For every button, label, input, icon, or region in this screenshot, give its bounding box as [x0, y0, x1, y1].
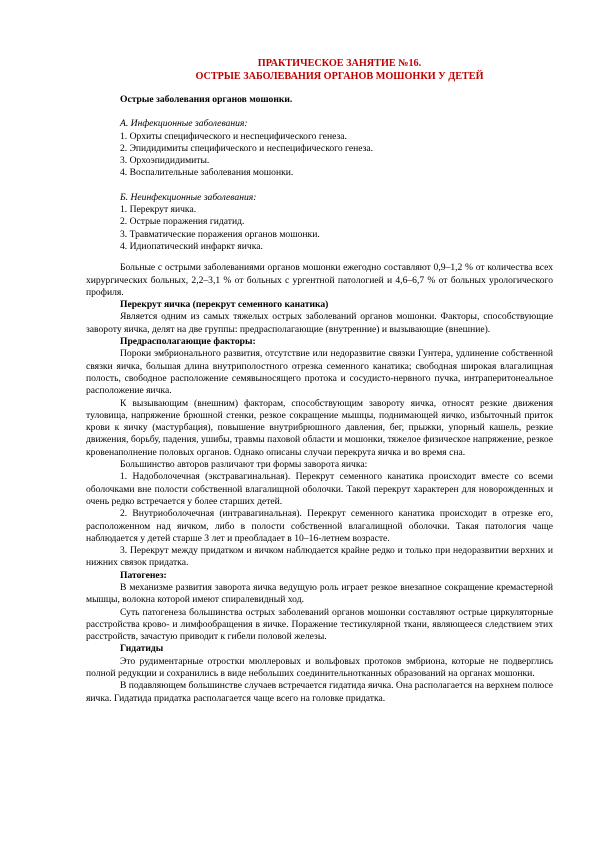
form-3-paragraph: 3. Перекрут между придатком и яичком наблюдается крайне редко и только при недоразвитии верхних и нижних связок придатка. — [86, 545, 553, 569]
subheading-pathogenesis: Патогенез: — [120, 569, 167, 581]
page-content — [86, 58, 553, 705]
title-line-1: ПРАКТИЧЕСКОЕ ЗАНЯТИЕ №16. — [257, 58, 422, 69]
forms-paragraph: Большинство авторов различают три формы заворота яичка: — [120, 459, 368, 471]
group-a-item: 4. Воспалительные заболевания мошонки. — [120, 167, 294, 179]
pathogenesis-paragraph-1: В механизме развития заворота яичка ведущую роль играет резкое внезапное сокращение кремастерной мышцы, волокна которой имеют спиралевидный ход. — [86, 581, 553, 606]
subheading-hydatids: Гидатиды — [120, 643, 164, 655]
group-a-title: А. Инфекционные заболевания: — [120, 118, 248, 130]
group-b-title: Б. Неинфекционные заболевания: — [120, 191, 257, 203]
pathogenesis-paragraph-2: Суть патогенеза большинства острых заболеваний органов мошонки составляют острые циркуляторные расстройства крово- и лимфообращения в яичке. Поражение тестикулярной ткани, являющееся следствием этих расстройств, зачастую приводит к гибели половой железы. — [86, 606, 553, 643]
group-b-item: 3. Травматические поражения органов мошонки. — [120, 228, 320, 240]
form-1-paragraph: 1. Надоболочечная (экстравагинальная). Перекрут семенного канатика происходит вместе со всеми оболочками вне полости собственной влагалищной оболочки. Такой перекрут характерен для новорожденных и очень редко встречается у более старших детей. — [86, 471, 553, 507]
spacer — [86, 253, 553, 262]
group-a-item: 1. Орхиты специфического и неспецифического генеза. — [120, 130, 347, 142]
external-factors-paragraph: К вызывающим (внешним) факторам, способствующим завороту яичка, относят резкие движения туловища, напряжение брюшной стенки, резкое сокращение мышцы, поднимающей яичко, избыточный приток крови к яичку (мастурбация), повышение внутрибрюшного давления, бег, прыжки, упорный кашель, резкие движения, борьбу, падения, ушибы, травмы паховой области и мошонки, тяжелое физическое напряжение, резкое кровенаполнение половых органов. Однако описаны случаи перекрута яичка и во время сна. — [86, 397, 553, 458]
hydatids-paragraph-2: В подавляющем большинстве случаев встречается гидатида яичка. Она располагается на верхнем полюсе яичка. Гидатида придатка располагается чаще всего на головке придатка. — [86, 680, 553, 704]
title-line-2: ОСТРЫЕ ЗАБОЛЕВАНИЯ ОРГАНОВ МОШОНКИ У ДЕТЕЙ — [195, 70, 484, 82]
torsion-paragraph: Является одним из самых тяжелых острых заболеваний органов мошонки. Факторы, способствующие завороту яичка, делят на две группы: предрасполагающие (внутренние) и вызывающие (внешние). — [86, 311, 553, 335]
subheading-predisposing: Предрасполагающие факторы: — [120, 336, 256, 348]
subheading-torsion: Перекрут яичка (перекрут семенного канатика) — [120, 299, 329, 311]
intro-paragraph: Больные с острыми заболеваниями органов мошонки ежегодно составляют 0,9–1,2 % от количества всех хирургических больных, 2,2–3,1 % от больных с ургентной патологией и 4,6–6,7 % от больных урологического профиля. — [86, 262, 553, 298]
disease-groups — [120, 118, 553, 253]
hydatids-paragraph-1: Это рудиментарные отростки мюллеровых и вольфовых протоков эмбриона, которые не подверглись полной редукции и сохранились в виде небольших соединительнотканных образований на органах мошонки. — [86, 655, 553, 680]
section-heading: Острые заболевания органов мошонки. — [120, 94, 293, 105]
form-2-paragraph: 2. Внутриоболочечная (интравагинальная). Перекрут семенного канатика происходит в отрезке его, расположенном над яичком, либо в полости собственной влагалищной оболочки. Такая патология чаще наблюдается у детей старше 3 лет и преобладает в 10–16-летнем возрасте. — [86, 508, 553, 544]
group-b-item: 4. Идиопатический инфаркт яичка. — [120, 240, 263, 252]
group-b-item: 2. Острые поражения гидатид. — [120, 216, 245, 228]
predisposing-paragraph: Пороки эмбрионального развития, отсутствие или недоразвитие связки Гунтера, удлинение собственной связки яичка, большая длина внутриполостного отрезка семенного канатика; свободная широкая влагалищная полость, свободное расположение семявыносящего протока и сосудисто-нервного пучка, интраперитонеальное расположение яичка. — [86, 348, 553, 397]
group-a-item: 3. Орхоэпидидимиты. — [120, 155, 210, 167]
group-b-item: 1. Перекрут яичка. — [120, 204, 197, 216]
page-title — [86, 58, 553, 83]
group-a-item: 2. Эпидидимиты специфического и неспецифического генеза. — [120, 142, 374, 154]
